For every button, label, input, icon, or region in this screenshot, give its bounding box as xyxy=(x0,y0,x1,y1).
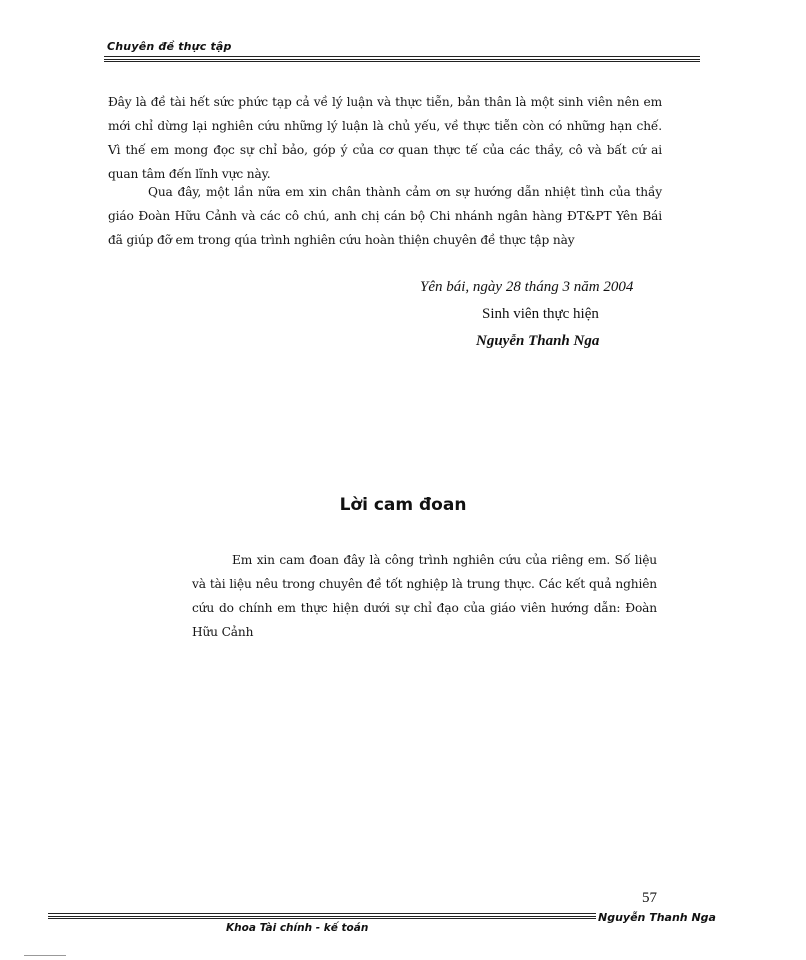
section-paragraph xyxy=(192,548,657,644)
footer-author: Nguyễn Thanh Nga xyxy=(598,911,716,924)
page-number: 57 xyxy=(642,890,657,906)
footer-rule-bottom xyxy=(48,916,596,919)
footer-department: Khoa Tài chính - kế toán xyxy=(226,922,369,934)
corner-mark xyxy=(24,955,66,956)
signature-name: Nguyễn Thanh Nga xyxy=(476,333,600,349)
body-paragraph-2-text: Qua đây, một lần nữa em xin chân thành cảm ơn sự hướng dẫn nhiệt tình của thầy giáo Đoàn Hữu Cảnh và các cô chú, anh chị cán bộ Chi nhánh ngân hàng ĐT&PT Yên Bái đã giúp đỡ em trong qúa trình nghiên cứu hoàn thiện chuyên đề thực tập này xyxy=(108,185,662,247)
section-heading: Lời cam đoan xyxy=(339,495,467,515)
header-rule-top xyxy=(104,56,700,57)
header-title: Chuyên đề thực tập xyxy=(107,40,232,53)
body-paragraph-1 xyxy=(108,90,662,186)
footer-rule-top xyxy=(48,913,596,914)
signature-place-date: Yên bái, ngày 28 tháng 3 năm 2004 xyxy=(420,279,634,295)
signature-role: Sinh viên thực hiện xyxy=(482,306,599,322)
section-paragraph-text: Em xin cam đoan đây là công trình nghiên cứu của riêng em. Số liệu và tài liệu nêu trong chuyên đề tốt nghiệp là trung thực. Các kết quả nghiên cứu do chính em thực hiện dưới sự chỉ đạo của giáo viên hướng dẫn: Đoàn Hữu Cảnh xyxy=(192,553,657,639)
body-paragraph-2 xyxy=(108,180,662,252)
header-rule-bottom xyxy=(104,59,700,62)
body-paragraph-1-text: Đây là đề tài hết sức phức tạp cả về lý luận và thực tiễn, bản thân là một sinh viên nên em mới chỉ dừng lại nghiên cứu những lý luận là chủ yếu, về thực tiễn còn có những hạn chế. Vì thế em mong đọc sự chỉ bảo, góp ý của cơ quan thực tế của các thầy, cô và bất cứ ai quan tâm đến lĩnh vực này. xyxy=(108,95,662,181)
